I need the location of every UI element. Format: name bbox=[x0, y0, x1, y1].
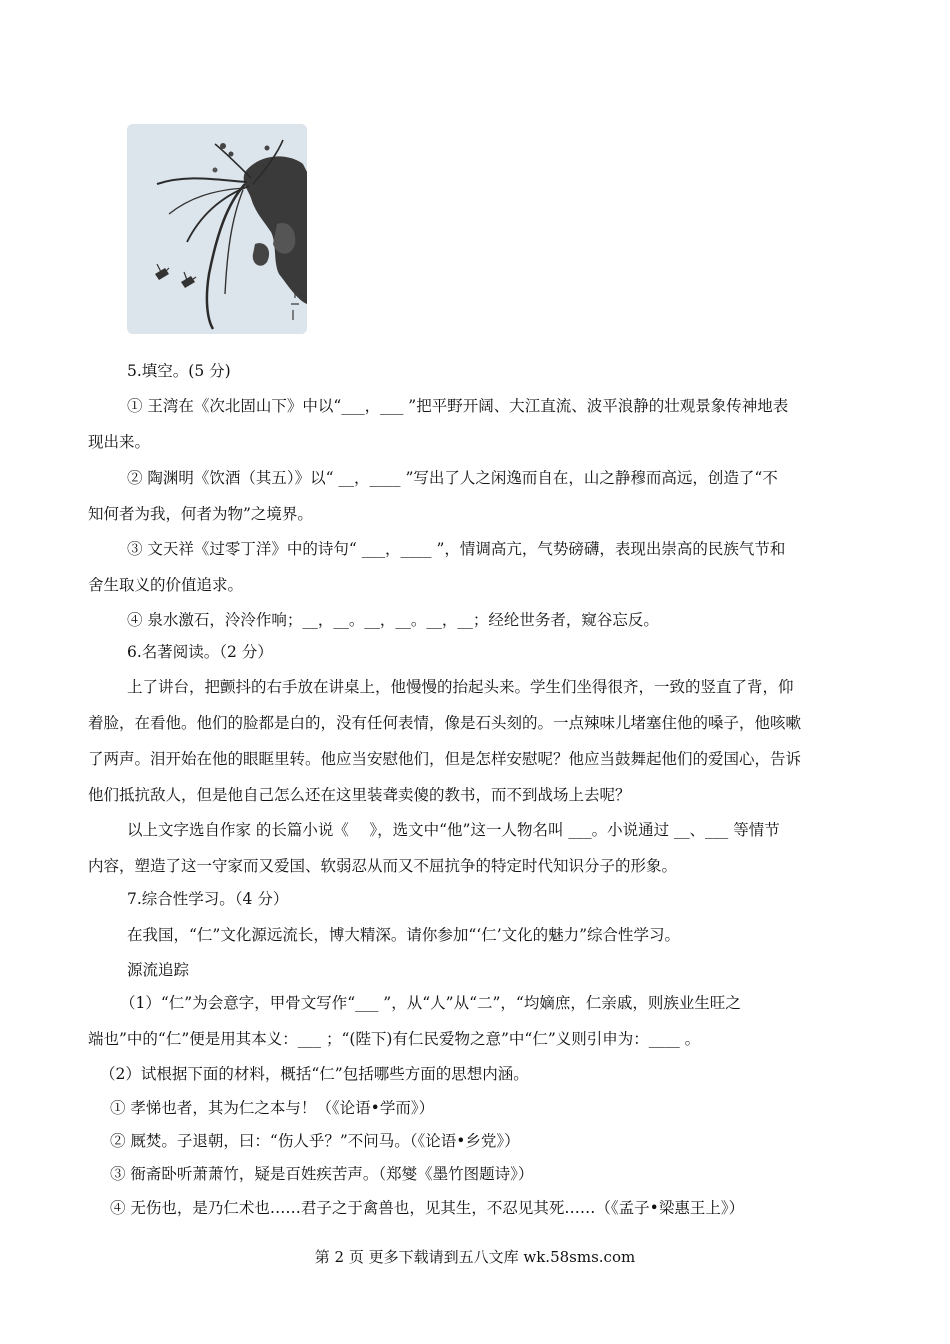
q7-material-4: ④ 无伤也，是乃仁术也……君子之于禽兽也，见其生，不忍见其死……（《孟子•梁惠王上》） bbox=[110, 1199, 745, 1217]
q5-item3-cont: 舍生取义的价值追求。 bbox=[88, 576, 244, 594]
q6-passage-line: 了两声。泪开始在他的眼眶里转。他应当安慰他们，但是怎样安慰呢？他应当鼓舞起他们的爱国心，告诉 bbox=[88, 750, 802, 768]
q5-title: 5.填空。(5 分) bbox=[127, 362, 231, 380]
q7-sub1-cont: 端也”中的“仁”便是用其本义：___ ；“(陛下)有仁民爱物之意”中“仁”义则引申为：____ 。 bbox=[88, 1030, 701, 1048]
q5-item1: ① 王湾在《次北固山下》中以“___，___ ”把平野开阔、大江直流、波平浪静的壮观景象传神地表 bbox=[127, 397, 789, 415]
page-footer: 第 2 页 更多下载请到五八文库 wk.58sms.com bbox=[314, 1248, 636, 1266]
q7-sub2: （2）试根据下面的材料，概括“仁”包括哪些方面的思想内涵。 bbox=[100, 1065, 529, 1083]
q6-question: 以上文字选自作家 的长篇小说《 》，选文中“他”这一人物名叫 ___。小说通过 __、___ 等情节 bbox=[127, 821, 780, 839]
q7-material-3: ③ 衙斋卧听萧萧竹，疑是百姓疾苦声。（郑燮《墨竹图题诗》） bbox=[110, 1165, 534, 1183]
q6-passage-line: 他们抵抗敌人，但是他自己怎么还在这里装聋卖傻的教书，而不到战场上去呢？ bbox=[88, 786, 631, 804]
q6-passage-line: 着脸，在看他。他们的脸都是白的，没有任何表情，像是石头刻的。一点辣味儿堵塞住他的嗓子，他咳嗽 bbox=[88, 714, 802, 732]
q5-item2-cont: 知何者为我，何者为物”之境界。 bbox=[88, 505, 313, 523]
q6-question-cont: 内容，塑造了这一守家而又爱国、软弱忍从而又不屈抗争的特定时代知识分子的形象。 bbox=[88, 857, 678, 875]
q7-title: 7.综合性学习。（4 分） bbox=[127, 890, 289, 908]
q7-material-1: ① 孝悌也者，其为仁之本与！（《论语•学而》） bbox=[110, 1099, 435, 1117]
q7-subtitle: 源流追踪 bbox=[127, 961, 190, 979]
q7-intro: 在我国，“仁”文化源远流长，博大精深。请你参加“‘仁’文化的魅力”综合性学习。 bbox=[127, 926, 681, 944]
orchid-ink-painting bbox=[127, 124, 307, 334]
q7-sub1: （1）“仁”为会意字，甲骨文写作“___ ”，从“人”从“二”，“均嫡庶，仁亲戚，则族业生旺之 bbox=[120, 994, 741, 1012]
q7-material-2: ② 厩焚。子退朝，曰：“伤人乎？”不问马。（《论语•乡党》） bbox=[110, 1132, 520, 1150]
q6-title: 6.名著阅读。（2 分） bbox=[127, 643, 273, 661]
q5-item3: ③ 文天祥《过零丁洋》中的诗句“ ___，____ ”，情调高亢，气势磅礴，表现出崇高的民族气节和 bbox=[127, 540, 786, 558]
q5-item2: ② 陶渊明《饮酒（其五）》以“ __，____ ”写出了人之闲逸而自在，山之静穆而高远，创造了“不 bbox=[127, 469, 778, 487]
q5-item4: ④ 泉水激石，泠泠作响；__，__。__，__。__，__；经纶世务者，窥谷忘反。 bbox=[127, 611, 659, 629]
q5-item1-cont: 现出来。 bbox=[88, 433, 151, 451]
q6-passage-line: 上了讲台，把颤抖的右手放在讲桌上，他慢慢的抬起头来。学生们坐得很齐，一致的竖直了背，仰 bbox=[127, 678, 794, 696]
